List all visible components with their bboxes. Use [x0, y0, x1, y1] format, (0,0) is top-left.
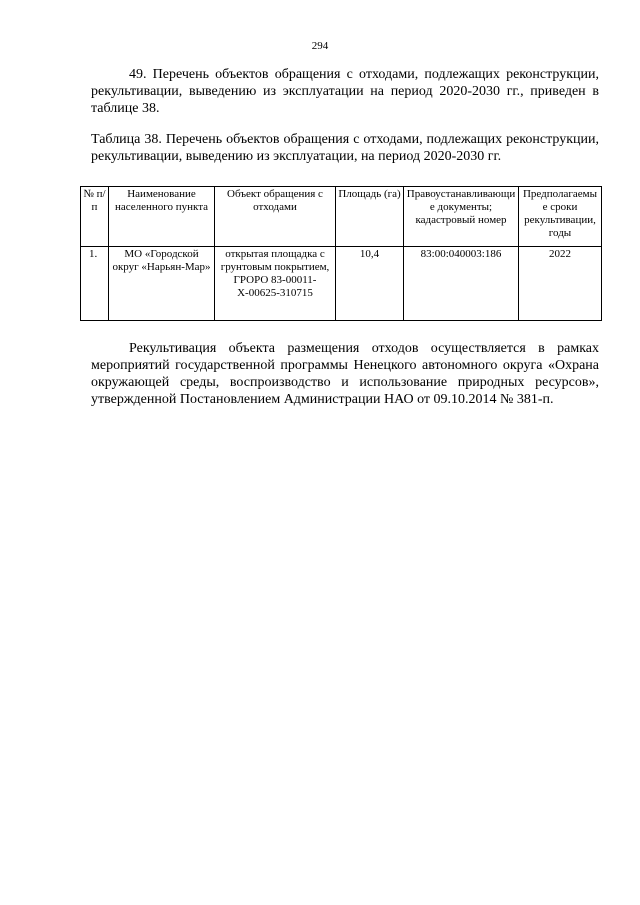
page-number: 294 — [311, 40, 329, 52]
cell-num: 1. — [81, 247, 109, 321]
cell-area: 10,4 — [336, 247, 404, 321]
cell-term: 2022 — [519, 247, 602, 321]
waste-objects-table — [80, 186, 602, 321]
cell-settlement: МО «Городской округ «Нарьян-Мар» — [109, 247, 215, 321]
header-num: № п/п — [81, 187, 109, 247]
header-object: Объект обращения с отходами — [215, 187, 336, 247]
header-term: Предполагаемые сроки рекультивации, годы — [519, 187, 602, 247]
header-documents: Правоустанавливающие документы; кадастровый номер — [404, 187, 519, 247]
cell-documents: 83:00:040003:186 — [404, 247, 519, 321]
table-header-row — [81, 187, 602, 247]
closing-paragraph: Рекультивация объекта размещения отходов осуществляется в рамках мероприятий государственной программы Ненецкого автономного округа «Охрана окружающей среды, воспроизводство и использование природных ресурсов», утвержденной Постановлением Администрации НАО от 09.10.2014 № 381-п. — [91, 341, 599, 407]
header-settlement: Наименование населенного пункта — [109, 187, 215, 247]
table-row — [81, 247, 602, 321]
cell-object: открытая площадка с грунтовым покрытием, ГРОРО 83-00011-Х-00625-310715 — [215, 247, 336, 321]
table-caption: Таблица 38. Перечень объектов обращения с отходами, подлежащих реконструкции, рекультивации, выведению из эксплуатации, на период 2020-2030 гг. — [91, 132, 599, 164]
section-paragraph: 49. Перечень объектов обращения с отходами, подлежащих реконструкции, рекультивации, выведению из эксплуатации на период 2020-2030 гг., приведен в таблице 38. — [91, 67, 599, 116]
header-area: Площадь (га) — [336, 187, 404, 247]
